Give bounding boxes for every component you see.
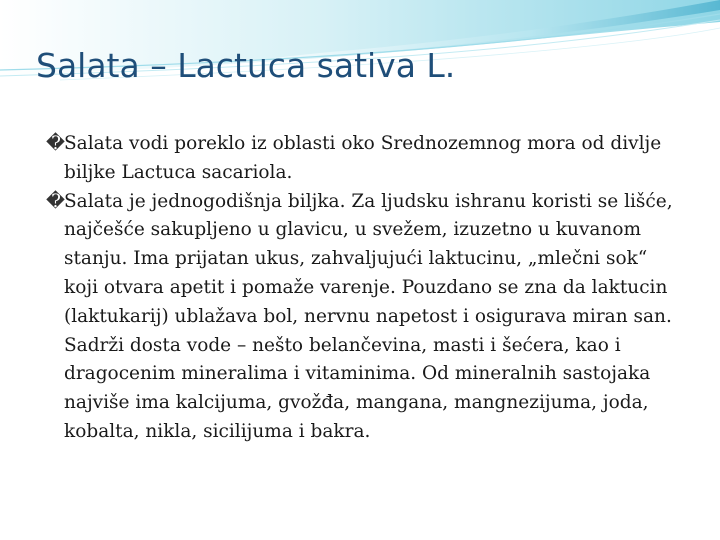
slide-title: Salata – Lactuca sativa L. xyxy=(36,46,456,85)
bullet-paragraph-1 xyxy=(46,130,686,188)
paragraph-text-2: Salata je jednogodišnja biljka. Za ljudsku ishranu koristi se lišće, najčešće sakupljeno u glavicu, u svežem, izuzetno u kuvanom stanju. Ima prijatan ukus, zahvaljujući laktucinu, „mlečni sok“ koji otvara apetit i pomaže varenje. Pouzdano se zna da laktucin (laktukarij) ublažava bol, nervnu napetost i osigurava miran san. Sadrži dosta vode – nešto belančevina, masti i šećera, kao i dragocenim mineralima i vitaminima. Od mineralnih sastojaka najviše ima kalcijuma, gvožđa, mangana, mangnezijuma, joda, kobalta, nikla, sicilijuma i bakra. xyxy=(64,190,673,442)
bullet-icon: � xyxy=(46,133,65,154)
bullet-paragraph-2 xyxy=(46,188,686,447)
paragraph-text-1: Salata vodi poreklo iz oblasti oko Srednozemnog mora od divlje biljke Lactuca sacariola. xyxy=(64,133,662,183)
slide-content xyxy=(46,130,686,447)
bullet-icon: � xyxy=(46,190,65,212)
